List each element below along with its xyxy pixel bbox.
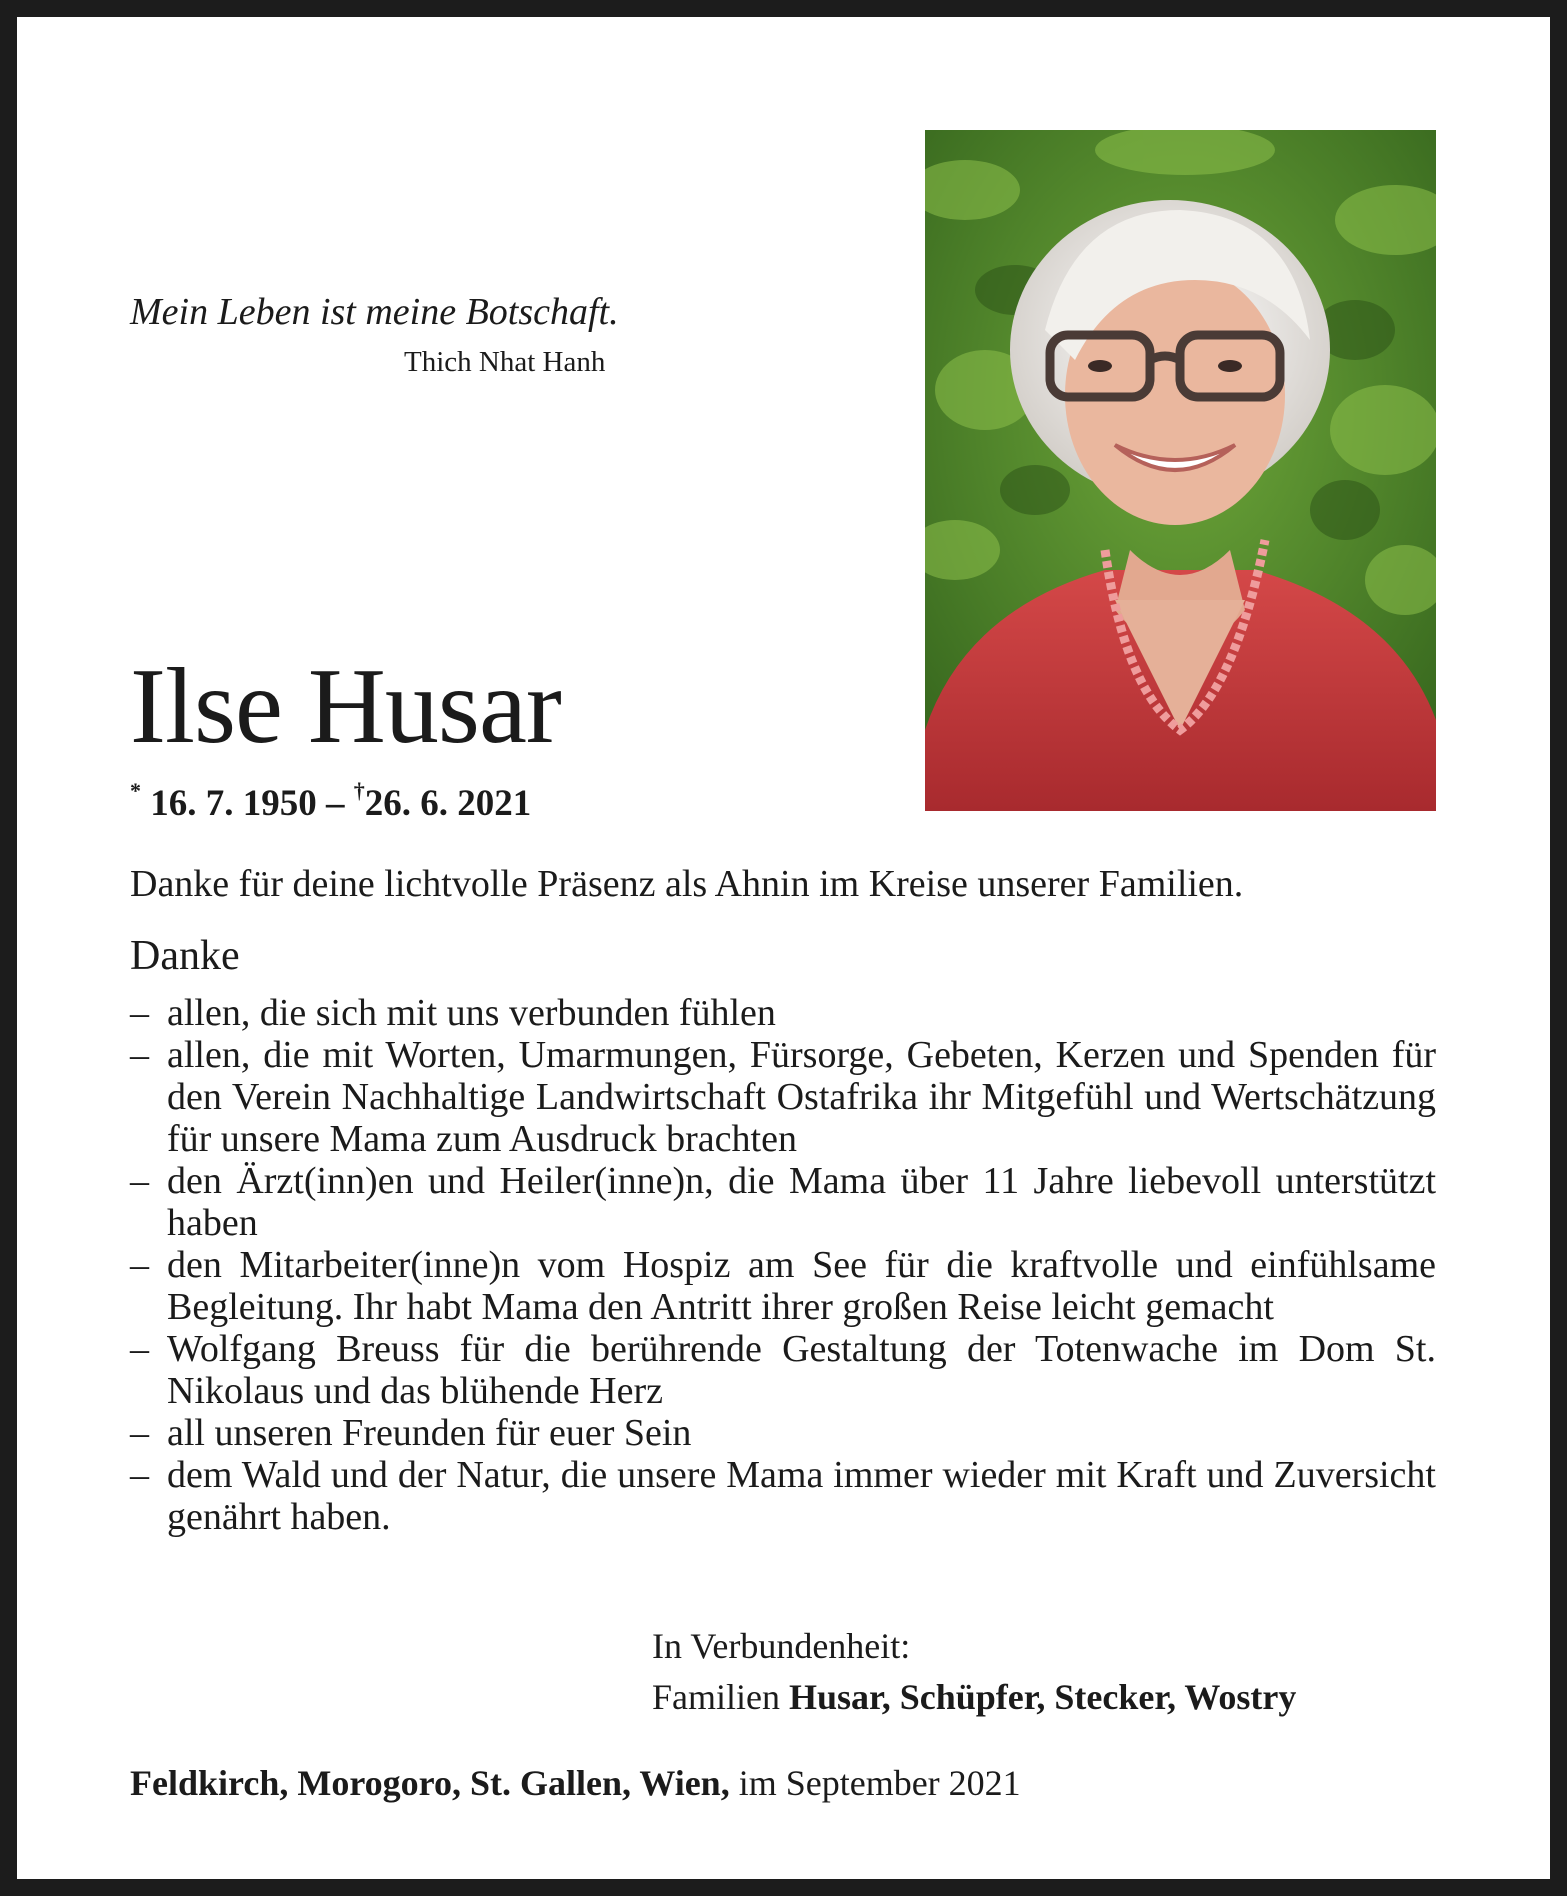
danke-heading: Danke bbox=[130, 933, 240, 979]
list-item-text: dem Wald und der Natur, die unsere Mama immer wieder mit Kraft und Zuversicht genährt haben. bbox=[167, 1454, 1436, 1538]
birth-date: 16. 7. 1950 bbox=[150, 783, 317, 824]
motto-author: Thich Nhat Hanh bbox=[404, 346, 606, 378]
portrait-photo-icon bbox=[925, 130, 1436, 811]
list-item bbox=[130, 1412, 1436, 1454]
list-item bbox=[130, 992, 1436, 1034]
death-date: 26. 6. 2021 bbox=[364, 783, 532, 824]
list-item bbox=[130, 1160, 1436, 1244]
family-signature bbox=[652, 1676, 1296, 1718]
deceased-name: Ilse Husar bbox=[130, 647, 561, 766]
list-dash: – bbox=[130, 1328, 149, 1370]
list-dash: – bbox=[130, 992, 149, 1034]
list-item-text: allen, die mit Worten, Umarmungen, Fürsorge, Gebeten, Kerzen und Spenden für den Verein Nachhaltige Landwirtschaft Ostafrika ihr Mitgefühl und Wertschätzung für unsere Mama zum Ausdruck brachten bbox=[167, 1034, 1436, 1160]
closing-line: In Verbundenheit: bbox=[652, 1626, 911, 1666]
thanks-intro: Danke für deine lichtvolle Präsenz als Ahnin im Kreise unserer Familien. bbox=[130, 863, 1244, 905]
family-names: Husar, Schüpfer, Stecker, Wostry bbox=[789, 1677, 1297, 1717]
list-dash: – bbox=[130, 1160, 149, 1202]
family-prefix: Familien bbox=[652, 1677, 780, 1717]
list-item-text: den Ärzt(inn)en und Heiler(inne)n, die Mama über 11 Jahre liebevoll unterstützt haben bbox=[167, 1160, 1436, 1244]
list-dash: – bbox=[130, 1412, 149, 1454]
list-dash: – bbox=[130, 1454, 149, 1496]
list-item-text: allen, die sich mit uns verbunden fühlen bbox=[167, 992, 776, 1034]
motto-quote: Mein Leben ist meine Botschaft. bbox=[130, 291, 619, 333]
list-dash: – bbox=[130, 1034, 149, 1076]
place-date-line bbox=[130, 1762, 1021, 1804]
list-item-text: den Mitarbeiter(inne)n vom Hospiz am See für die kraftvolle und einfühlsame Begleitung. Ihr habt Mama den Antritt ihrer großen Reise leicht gemacht bbox=[167, 1244, 1436, 1328]
list-item bbox=[130, 1244, 1436, 1328]
list-dash: – bbox=[130, 1244, 149, 1286]
list-item bbox=[130, 1328, 1436, 1412]
death-symbol: † bbox=[353, 778, 365, 803]
date-text: im September 2021 bbox=[738, 1763, 1021, 1803]
danke-list bbox=[130, 992, 1436, 1538]
date-separator: – bbox=[326, 783, 345, 824]
list-item bbox=[130, 1454, 1436, 1538]
list-item bbox=[130, 1034, 1436, 1160]
list-item-text: Wolfgang Breuss für die berührende Gestaltung der Totenwache im Dom St. Nikolaus und das blühende Herz bbox=[167, 1328, 1436, 1412]
life-dates bbox=[130, 778, 532, 825]
birth-symbol: * bbox=[130, 778, 141, 803]
list-item-text: all unseren Freunden für euer Sein bbox=[167, 1412, 692, 1454]
places: Feldkirch, Morogoro, St. Gallen, Wien, bbox=[130, 1763, 730, 1803]
